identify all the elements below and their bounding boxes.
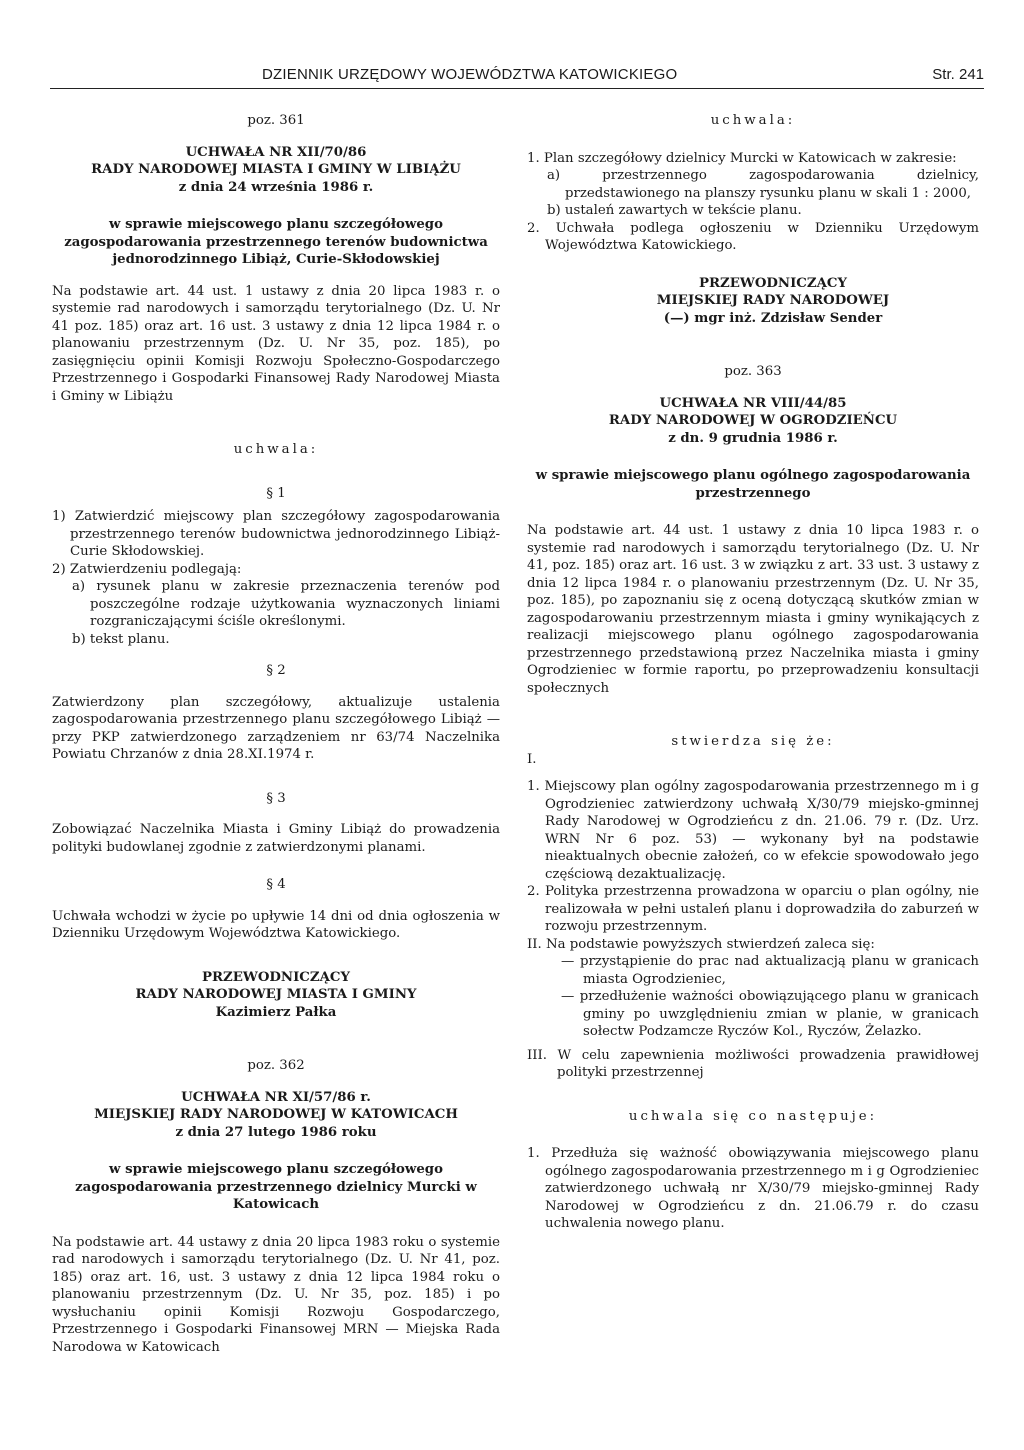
signature-role: PRZEWODNICZĄCY [202,969,350,985]
uchwala-heading: uchwala: [233,442,319,457]
recommendation: II. Na podstawie powyższych stwierdzeń zaleca się: [527,936,875,952]
resolution-date: z dn. 9 grudnia 1986 r. [668,430,838,446]
resolution-subject: w sprawie miejscowego planu ogólnego zagospodarowania przestrzennego [535,468,971,501]
uchwala-heading: uchwala się co następuje: [628,1108,878,1124]
council-name: RADY NARODOWEJ MIASTA I GMINY W LIBIĄŻU [91,162,461,177]
preamble: Na podstawie art. 44 ust. 1 ustawy z dnia 20 lipca 1983 r. o systemie rad narodowych i samorządu terytorialnego (Dz. U. Nr 41 poz. 185) oraz art. 16 ust. 3 ustawy z dnia 12 lipca 1984 r. o planowaniu przestrzennym (Dz. U. Nr 35, poz. 185), po zasięgnięciu opinii Komisji Rozwoju Społeczno-Gospodarczego Przestrzennego i Gospodarki Finansowej Rady Narodowej Miasta i Gminy w Libiążu [52,283,500,404]
recommendation-dash-1: — przystąpienie do prac nad aktualizacją planu w granicach miasta Ogrodzieniec, [561,954,979,987]
section-2: § 2 [266,663,286,678]
preamble: Na podstawie art. 44 ustawy z dnia 20 lipca 1983 roku o systemie rad narodowych i samorządu terytorialnego (Dz. U. Nr 41, poz. 185) oraz art. 16, ust. 3 ustawy z dnia 12 lipca 1984 roku o planowaniu przestrzennym (Dz. U. Nr 35, poz. 185) i po wysłuchaniu opinii Komisji Rozwoju Gospodarczego, Przestrzennego i Gospodarki Finansowej MRN — Miejska Rada Narodowa w Katowicach [52,1234,500,1355]
council-name: MIEJSKIEJ RADY NARODOWEJ W KATOWICACH [94,1107,458,1122]
resolution-subject: w sprawie miejscowego planu szczegółowego zagospodarowania przestrzennego dzielnicy Murcki w Katowicach [75,1162,477,1212]
council-name: RADY NARODOWEJ W OGRODZIEŃCU [608,413,898,428]
resolution-point-1: 1. Przedłuża się ważność obowiązywania miejscowego planu ogólnego zagospodarowania przestrzennego m i g Ogrodzieniec zatwierdzonego uchwałą nr X/30/79 miejsko-gminnej Rady Narodowej w Ogrodzieńcu z dn. 21.06.79 r. do czasu uchwalenia nowego planu. [527,1146,979,1231]
signature-council: MIEJSKIEJ RADY NARODOWEJ [656,293,890,308]
section-4: § 4 [266,877,286,892]
section-1-point-2b: b) tekst planu. [72,631,170,647]
right-column [527,112,979,1233]
stwierdza-heading: stwierdza się że: [671,734,835,749]
section-3-text: Zobowiązać Naczelnika Miasta i Gminy Libiąż do prowadzenia polityki budowlanej zgodnie z zatwierdzonymi planami. [52,822,500,855]
position-number: poz. 363 [724,364,782,379]
signature-name: Kazimierz Pałka [215,1004,337,1020]
item-2: 2. Uchwała podlega ogłoszeniu w Dzienniku Urzędowym Województwa Katowickiego. [527,220,979,253]
uchwala-heading: uchwala: [710,113,796,128]
recommendation-dash-2: — przedłużenie ważności obowiązującego planu w granicach gminy po uwzględnieniu zmian w planie, w granicach sołectw Podzamcze Ryczów Kol., Ryczów, Żelazko. [561,989,979,1039]
resolution-title: UCHWAŁA NR XI/57/86 r. [181,1089,371,1105]
section-1-point-2: 2) Zatwierdzeniu podlegają: [52,561,242,577]
finding-2: 2. Polityka przestrzenna prowadzona w oparciu o plan ogólny, nie realizowała w pełni ustaleń planu i doprowadziła do zaburzeń w rozwoju przestrzennym. [527,884,979,934]
page-header [50,66,984,89]
resolution-title: UCHWAŁA NR VIII/44/85 [659,395,847,411]
position-number: poz. 361 [247,113,305,128]
section-2-text: Zatwierdzony plan szczegółowy, aktualizuje ustalenia zagospodarowania przestrzennego planu szczegółowego Libiąż — przy PKP zatwierdzonego zarządzeniem nr 63/74 Naczelnika Powiatu Chrzanów z dnia 28.XI.1974 r. [52,694,500,762]
resolution-title: UCHWAŁA NR XII/70/86 [185,144,367,160]
resolution-subject: w sprawie miejscowego planu szczegółowego zagospodarowania przestrzennego terenów budownictwa jednorodzinnego Libiąż, Curie-Skłodowskiej [64,217,488,267]
item-1b: b) ustaleń zawartych w tekście planu. [547,203,802,218]
journal-title: DZIENNIK URZĘDOWY WOJEWÓDZTWA KATOWICKIEGO [262,66,678,83]
roman-three: III. W celu zapewnienia możliwości prowadzenia prawidłowej polityki przestrzennej [527,1047,979,1080]
item-1a: a) przestrzennego zagospodarowania dzielnicy, przedstawionego na planszy rysunku planu w skali 1 : 2000, [547,168,979,201]
signature-role: PRZEWODNICZĄCY [699,275,847,291]
finding-1: 1. Miejscowy plan ogólny zagospodarowania przestrzennego m i g Ogrodzieniec zatwierdzony uchwałą X/30/79 miejsko-gminnej Rady Narodowej w Ogrodzieńcu z dn. 21.06. 79 r. (Dz. Urz. WRN Nr 6 poz. 53) — wykonany był na podstawie nieaktualnych obecnie założeń, co w efekcie spowodowało jego częściową dezaktualizację. [527,779,979,882]
section-3: § 3 [266,790,286,806]
section-1-point-2a: a) rysunek planu w zakresie przeznaczenia terenów pod poszczególne rodzaje użytkowania wyznaczonych liniami rozgraniczającymi ściśle określonymi. [72,579,500,629]
section-1-point-1: 1) Zatwierdzić miejscowy plan szczegółowy zagospodarowania przestrzennego terenów budownictwa jednorodzinnego Libiąż-Curie Skłodowskiej. [52,509,500,559]
section-1: § 1 [266,485,286,501]
resolution-date: z dnia 24 września 1986 r. [178,179,374,195]
position-number: poz. 362 [247,1058,305,1073]
left-column [52,112,500,1356]
signature-name: (—) mgr inż. Zdzisław Sender [663,310,883,326]
preamble: Na podstawie art. 44 ust. 1 ustawy z dnia 10 lipca 1983 r. o systemie rad narodowych i samorządu terytorialnego (Dz. U. Nr 41, poz. 185) oraz art. 16 ust. 3 w związku z art. 33 ust. 3 ustawy z dnia 12 lipca 1984 r. o planowaniu przestrzennym (Dz. U. Nr 35, poz. 185), po zapoznaniu się z oceną dotyczącą skutków zmian w zagospodarowaniu przestrzennym miasta i gminy wynikających z realizacji miejscowego planu ogólnego zagospodarowania przestrzennego przedstawioną przez Naczelnika miasta i gminy Ogrodzieniec w formie raportu, po przeprowadzeniu konsultacji społecznych [527,523,979,696]
roman-one: I. [527,751,537,767]
section-4-text: Uchwała wchodzi w życie po upływie 14 dni od dnia ogłoszenia w Dzienniku Urzędowym Województwa Katowickiego. [52,908,500,941]
resolution-date: z dnia 27 lutego 1986 roku [175,1124,377,1140]
page-number: Str. 241 [932,66,984,83]
signature-council: RADY NARODOWEJ MIASTA I GMINY [135,987,417,1002]
item-1: 1. Plan szczegółowy dzielnicy Murcki w Katowicach w zakresie: [527,150,957,166]
